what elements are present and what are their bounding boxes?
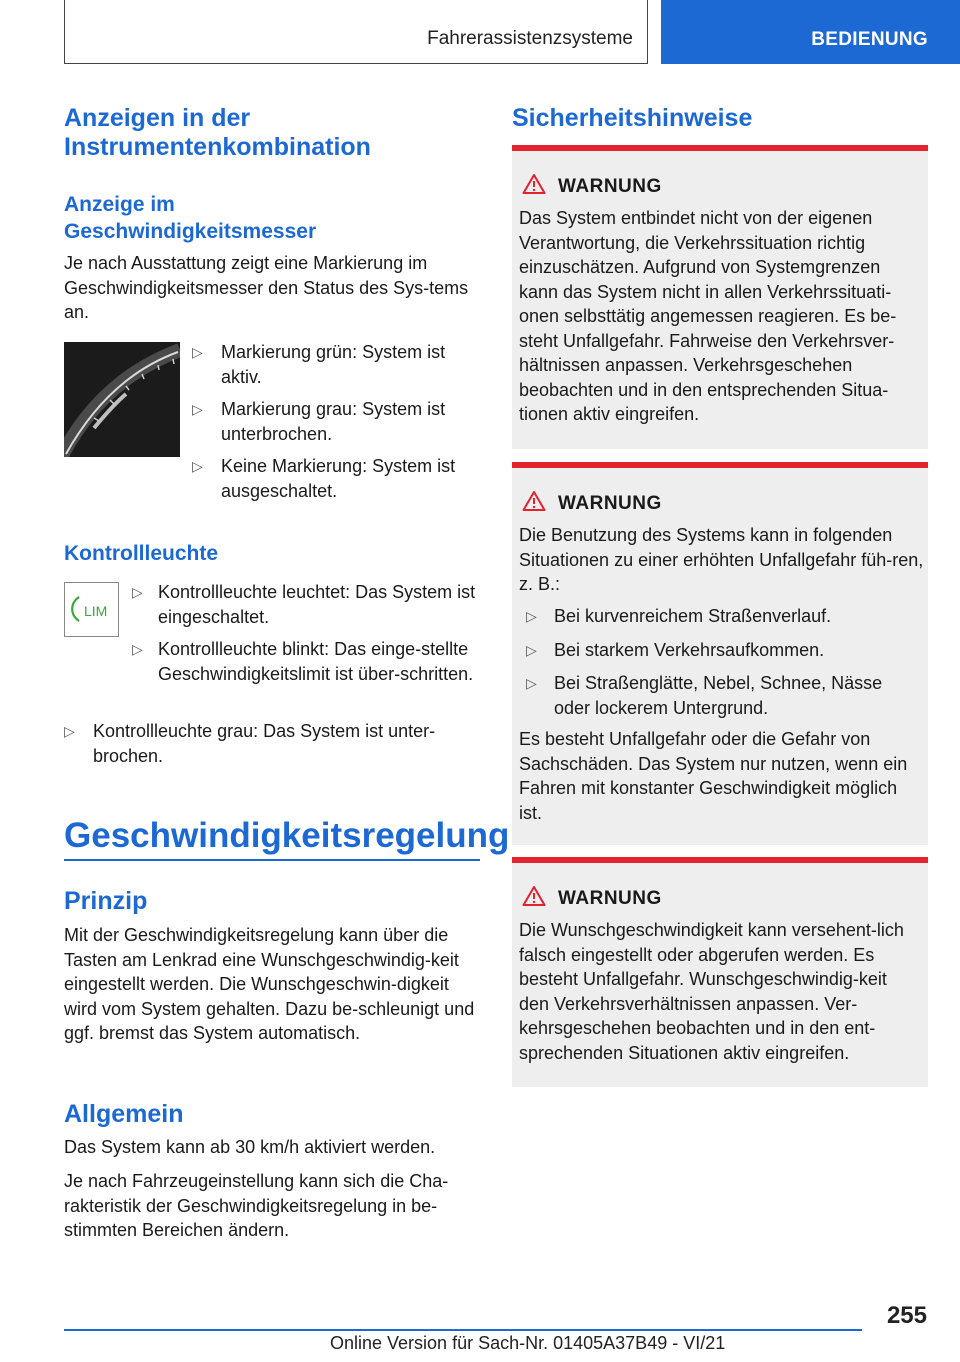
heading-anzeige-geschwindigkeitsmesser: Anzeige im Geschwindigkeitsmesser <box>64 193 317 243</box>
warning-triangle-icon <box>522 173 546 195</box>
list-item: ▷ Markierung grau: System ist unterbrochen. <box>192 399 446 444</box>
triangle-bullet-icon: ▷ <box>64 723 75 739</box>
triangle-bullet-icon: ▷ <box>192 458 203 474</box>
heading-kontrollleuchte: Kontrollleuchte <box>64 542 219 565</box>
paragraph-prinzip: Mit der Geschwindigkeitsregelung kann über die Tasten am Lenkrad eine Wunschgeschwindig-keit eingestellt werden. Die Wunschgeschwin-digkeit wird vom System gehalten. Dazu be-schleunigt und ggf. bremst das System automatisch. <box>64 925 475 1043</box>
chapter-tab-label: BEDIENUNG <box>811 29 928 50</box>
paragraph-allgemein-2: Je nach Fahrzeugeinstellung kann sich die Cha-rakteristik der Geschwindigkeitsregelung in be-stimmten Bereichen ändern. <box>64 1171 449 1240</box>
warning-text: Die Wunschgeschwindigkeit kann versehent-lich falsch eingestellt oder abgerufen werden. Es besteht Unfallgefahr. Wunschgeschwindig-keit den Verkehrsverhältnissen anpassen. Ver-kehrsgeschehen beobachten und in den ent-sprechenden Situationen aktiv eingreifen. <box>519 920 904 1063</box>
triangle-bullet-icon: ▷ <box>192 401 203 417</box>
triangle-bullet-icon: ▷ <box>526 642 537 658</box>
footer-online-version: Online Version für Sach-Nr. 01405A37B49 - VI/21 <box>330 1333 726 1353</box>
warning-text: Das System entbindet nicht von der eigenen Verantwortung, die Verkehrssituation richtig einzuschätzen. Aufgrund von Systemgrenzen kann das System nicht in allen Verkehrssituati-onen selbsttätig angemessen reagieren. Es be-steht Unfallgefahr. Fahrweise den Verkehrsver-hältnissen anpassen. Verkehrsgeschehen beobachten und in den entsprechenden Situa-tionen aktiv eingreifen. <box>519 208 897 424</box>
warning-label: WARNUNG <box>558 176 662 197</box>
paragraph-ausstattung: Je nach Ausstattung zeigt eine Markierung im Geschwindigkeitsmesser den Status des Sys-tems an. <box>64 253 469 322</box>
triangle-bullet-icon: ▷ <box>132 584 143 600</box>
header-section-box <box>64 0 648 64</box>
triangle-bullet-icon: ▷ <box>192 344 203 360</box>
warning-box <box>512 145 928 449</box>
warning-triangle-icon <box>522 885 546 907</box>
list-item: ▷ Kontrollleuchte grau: Das System ist unter-brochen. <box>64 721 436 766</box>
list-item: ▷ Kontrollleuchte leuchtet: Das System ist eingeschaltet. <box>132 582 476 627</box>
heading-geschwindigkeitsregelung: Geschwindigkeitsregelung <box>64 816 510 855</box>
triangle-bullet-icon: ▷ <box>132 641 143 657</box>
triangle-bullet-icon: ▷ <box>526 608 537 624</box>
triangle-bullet-icon: ▷ <box>526 675 537 691</box>
page-number: 255 <box>886 1302 927 1329</box>
warning-box <box>512 462 928 845</box>
lim-indicator-icon <box>64 582 119 637</box>
section-rule <box>64 859 480 861</box>
warning-label: WARNUNG <box>558 888 662 909</box>
paragraph-allgemein-1: Das System kann ab 30 km/h aktiviert werden. <box>64 1137 436 1157</box>
heading-prinzip: Prinzip <box>64 887 148 915</box>
chapter-tab[interactable] <box>661 0 960 64</box>
list-item: ▷ Bei starkem Verkehrsaufkommen. <box>526 638 916 663</box>
list-item: ▷ Kontrollleuchte blinkt: Das einge-stellte Geschwindigkeitslimit ist über-schritten. <box>132 639 474 684</box>
list-item: ▷ Markierung grün: System ist aktiv. <box>192 342 446 387</box>
header-section-title: Fahrerassistenzsysteme <box>427 28 633 49</box>
list-item: ▷ Keine Markierung: System ist ausgeschaltet. <box>192 456 456 501</box>
warning-intro: Die Benutzung des Systems kann in folgenden Situationen zu einer erhöhten Unfallgefahr füh-ren, z. B.: <box>519 525 924 594</box>
warning-box <box>512 857 928 1087</box>
heading-sicherheitshinweise: Sicherheitshinweise <box>512 104 753 132</box>
warning-label: WARNUNG <box>558 493 662 514</box>
heading-allgemein: Allgemein <box>64 1100 184 1128</box>
heading-anzeigen: Anzeigen in der Instrumentenkombination <box>64 104 371 161</box>
list-item: ▷ Bei Straßenglätte, Nebel, Schnee, Nässe oder lockerem Untergrund. <box>526 673 883 718</box>
warning-triangle-icon <box>522 490 546 512</box>
footer-rule <box>64 1329 862 1331</box>
warning-outro: Es besteht Unfallgefahr oder die Gefahr von Sachschäden. Das System nur nutzen, wenn ein Fahren mit konstanter Geschwindigkeit möglich ist. <box>519 729 908 823</box>
list-item: ▷ Bei kurvenreichem Straßenverlauf. <box>526 604 916 629</box>
svg-text:LIM: LIM <box>84 603 108 619</box>
speedometer-marking-image <box>64 342 180 457</box>
